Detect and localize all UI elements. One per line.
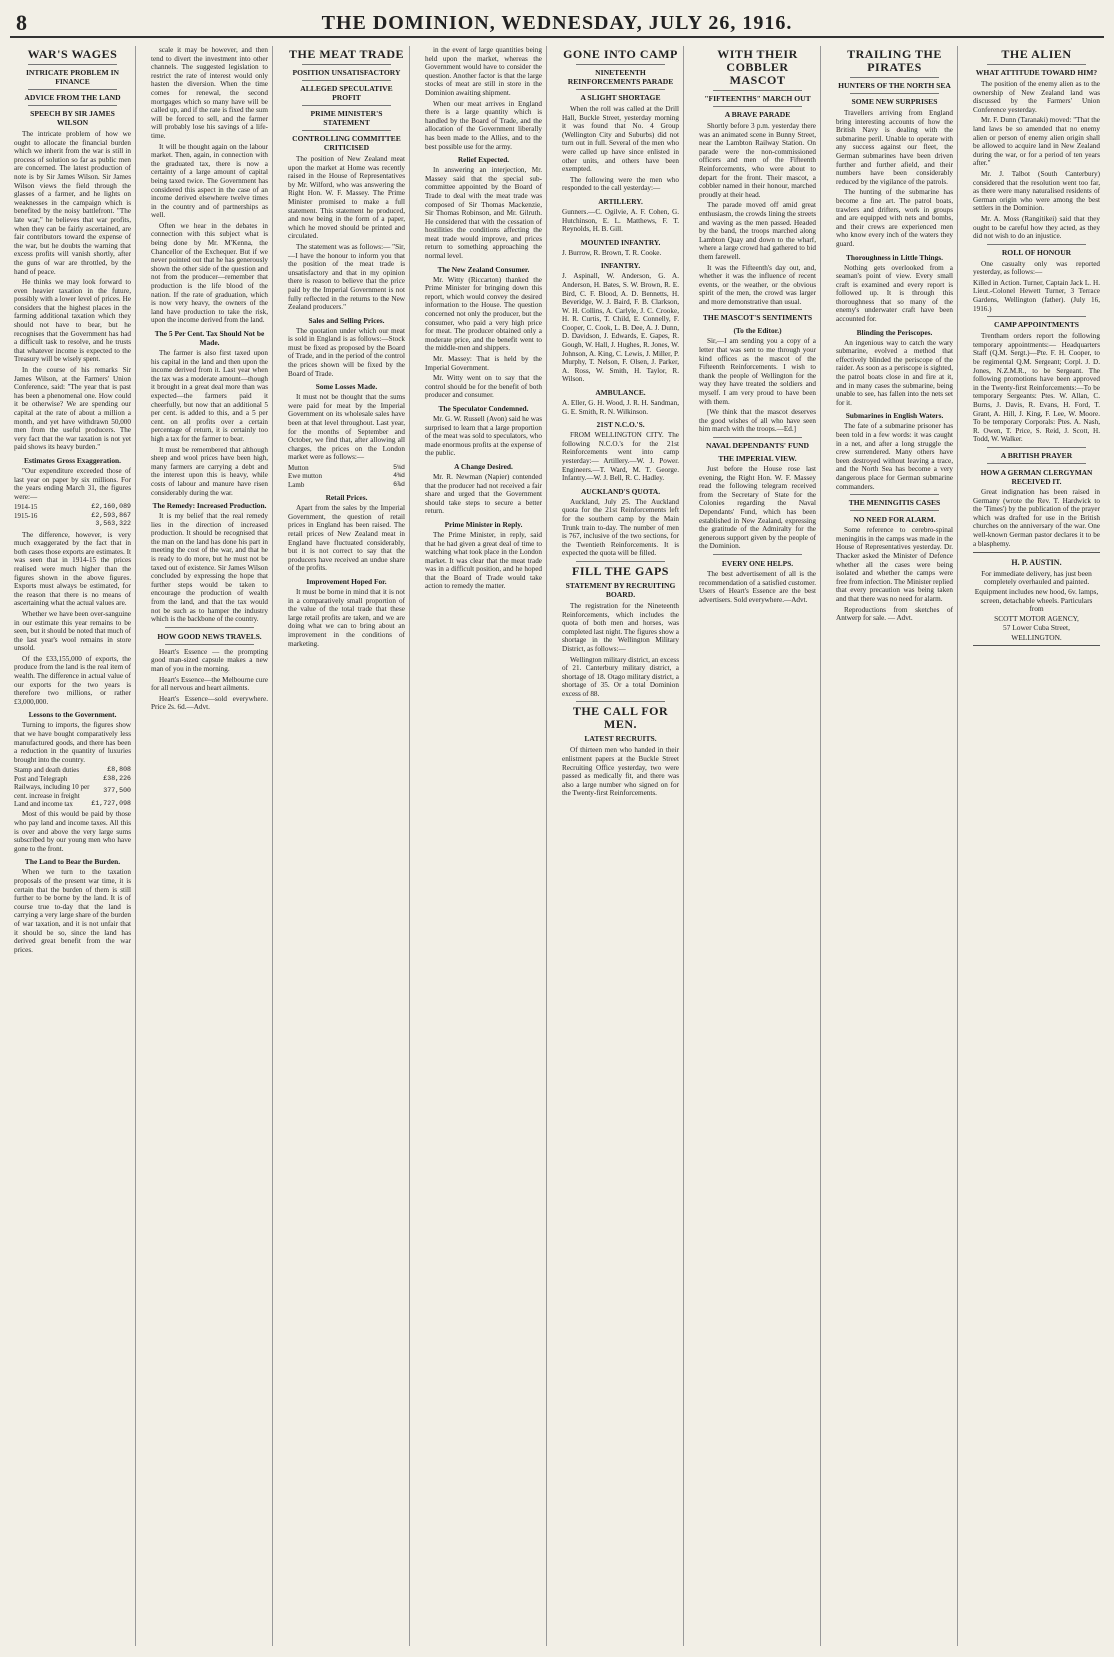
paragraph: Some reference to cerebro-spinal meningitis in the camps was made in the House of Representatives yesterday. Dr. Thacker asked the Minister of Defence whether all the cases were being isolated and whether the camps were free from infection. The Minister replied that every precaution was being taken and that there was no need for alarm. [836,526,953,603]
divider [713,90,802,91]
paragraph: Trentham orders report the following temporary appointments:— Headquarters Staff (Q.M. Sergt.)—Pte. F. H. Cooper, to be regimental Q.M. Sergeant; Corpl. J. D. Jones, N.Z.M.R., to be Sergeant. The following promotions have been approved in the Twenty-first Reinforcements:—To be temporary Sergeants: Ptes. W. Allan, C. Burns, J. Davis, R. Evans, H. Ford, T. Grant, A. Hill, J. King, F. Lee, W. Moore. To be temporary Corporals: Ptes. A. Nash, R. Owen, T. Price, S. Reid, J. Scott, H. Todd, W. Walker. [973,332,1100,444]
paragraph: Wellington military district, an excess of 21. Canterbury military district, a shortage of 18. Otago military district, a shortage of 35. Or a total Dominion excess of 88. [562,655,680,698]
section-heading: HOW GOOD NEWS TRAVELS. [157,631,262,641]
table-row [288,472,405,480]
divider [987,463,1086,464]
ad-heading: H. P. AUSTIN. [1011,558,1062,568]
table-cell-value: 6⅞d [393,480,405,488]
divider [987,447,1086,448]
column-2 [147,46,273,1646]
paragraph: When our meat arrives in England there is a large quantity which is handled by the Board of Trade, and the allocation of the Government liberally has been made to the Allies, and to the best possible use for the army. [425,99,542,151]
section-heading: Relief Expected. [457,155,510,165]
section-heading: Lessons to the Government. [28,710,117,720]
paragraph: Mr. J. Talbot (South Canterbury) considered that the resolution went too far, as there were many naturalised residents of German origin who were among the best settlers in the Dominion. [973,169,1100,213]
divider [850,494,939,495]
section-heading: EVERY ONE HELPS. [721,558,794,568]
headline: FILL THE GAPS [572,563,669,578]
column-5 [558,46,684,1646]
headline: WAR'S WAGES [27,47,118,61]
subhead: A BRITISH PRAYER [1000,450,1073,460]
paragraph: Auckland, July 25. The Auckland quota for the 21st Reinforcements left for the southern camp by the Main Trunk train to-day. The number of men is 767, inclusive of the two sections, for the Twentieth Reinforcements. It is expected the quota will be filled. [562,497,679,558]
advertisement-text: Reproductions from sketches of Antwerp for sale. — Advt. [836,605,953,623]
section-heading: Sales and Selling Prices. [308,315,385,325]
paragraph: "Our expenditure exceeded those of last year on paper by six millions. For the years ending March 31, the figures were:— [14,466,131,501]
divider [713,309,802,310]
paragraph: scale it may be however, and then tend to divert the investment into other channels. The suggested legislation to restrict the rate of interest would only hasten the diversion. When the time comes for renewal, the second mortgages which so many have will be called up, and if the rate is fixed the sum will be forced to sell, and the farmer will probably lose his savings of a life-time. [151,46,268,140]
subhead: NAVAL DEPENDANTS' FUND [705,441,810,450]
paragraph: Mr. Massey: That is held by the Imperial Government. [425,355,542,372]
section-heading: ARTILLERY. [598,196,643,206]
divider [850,93,939,94]
subhead: ROLL OF HONOUR [1001,247,1072,257]
section-heading: HOW A GERMAN CLERGYMAN RECEIVED IT. [980,467,1093,486]
table-cell-value: £2,593,867 [91,511,131,519]
section-heading: Some Losses Made. [315,382,378,392]
ad-business-name: SCOTT MOTOR AGENCY, [994,613,1079,623]
divider [302,80,391,81]
paragraph: An ingenious way to catch the wary submarine, evolved a method that effectively blinded the periscope of the raider. As soon as a periscope is sighted, the patrol boats close in and fire at it, and in many cases the submarine, being unable to see, has fallen into the nets set for it. [836,338,953,407]
table-row [14,503,131,511]
paragraph: The Prime Minister, in reply, said that he had given a great deal of time to watching what took place in the London market. It was clear that the meat trade was in a difficult position, and he hoped that the Board of Trade would take action to remedy the matter. [425,530,542,591]
subhead: LATEST RECRUITS. [584,734,657,744]
paragraph: It must be remembered that although sheep and wool prices have been high, many farmers are carrying a debt and the interest upon this is heavy, while costs of labour and manure have risen considerably during the war. [151,445,268,497]
paragraph: The farmer is also first taxed upon his capital in the land and then upon the income derived from it. Last year when the tax was a moderate amount—though it brought in a great deal more than was expected—the farmers paid it cheerfully, but now that an additional 5 per cent. is added to this, and a 5 per cent. on all profits over a certain percentage of return, it is certainly too high a tax for the farmer to bear. [151,349,268,443]
divider [713,437,802,438]
column-4 [421,46,547,1646]
headline: THE CALL FOR MEN. [572,704,669,732]
subhead: NINETEENTH REINFORCEMENTS PARADE [567,68,674,86]
paragraph: One casualty only was reported yesterday, as follows:— [973,259,1100,277]
paragraph: Nothing gets overlooked from a seaman's point of view. Every small craft is examined and every report is followed up. It is through this thoroughness that so many of the enemy's underwater craft have been accounted for. [836,263,953,324]
paragraph: The hunting of the submarine has become a fine art. The patrol boats, trawlers and drifters, work in groups and are equipped with nets and bombs, and their crews are experienced men who know every inch of the waters they guard. [836,188,953,248]
paragraph: Mr. F. Dunn (Taranaki) moved: "That the land laws be so amended that no enemy alien or person of enemy alien origin shall be allowed to acquire land in New Zealand during the war, or for a period of ten years after." [973,116,1100,168]
divider [576,89,665,90]
subhead: SOME NEW SURPRISES [851,97,938,106]
paragraph: Shortly before 3 p.m. yesterday there was an animated scene in Bunny Street, near the Lambton Railway Station. On parade were the non-commissioned officers and men of the Fifteenth Reinforcements, who were about to depart for the front. Their mascot, a cobbler named in their honour, marched proudly at their head. [699,122,816,199]
divider [28,64,117,65]
paragraph: It must be borne in mind that it is not in a comparatively small proportion of the value of the total trade that these large retail profits are taken, and we are doing what we can to bring about an improvement in the conditions of marketing. [288,587,405,648]
paragraph: It is my belief that the real remedy lies in the direction of increased production. It should be recognised that the man on the land has done his part in meeting the cost of the war, and that he is ready to do more, but he must not be taxed out of existence. Sir James Wilson concluded by expressing the hope that further steps would be taken to encourage the production of wealth from the land, and that the tax would not be such as to hamper the industry which is the backbone of the country. [151,512,268,624]
divider [713,106,802,107]
table-cell-label: Lamb [288,480,305,489]
paragraph: The intricate problem of how we ought to allocate the financial burden which we inherit from the war is still in process of solution so far as public men are concerned. The latest production of note is by Sir James Wilson. Sir James Wilson views the field through the glasses of a farmer, and he lights on weaknesses in the campaign which is benefited by the noisy battlefront. "The late war," he believes that war profits, when they can be fairly ascertained, are fair contributors toward the expense of the war, but he doubts the warning that excess profits will vanish shortly, after the guns of war are throttled, by the hand of peace. [14,130,131,276]
table-cell-label: 1914-15 [14,503,38,512]
paragraph: Great indignation has been raised in Germany (wrote the Rev. T. Hardwick to the 'Times') by the publication of the prayer which was drafted for use in the British churches on the anniversary of the war. One well-known German pastor declares it to be a blasphemy. [973,487,1100,548]
divider [987,244,1086,245]
paragraph: Of the £33,155,000 of exports, the produce from the land is the real item of wealth. The difference in actual value of our exports for the two years is therefore two millions, or rather £3,000,000. [14,654,131,706]
column-7 [832,46,958,1646]
masthead [10,10,1104,38]
table-cell-label: Mutton [288,464,309,472]
column-8 [969,46,1104,1646]
table-row [288,481,405,489]
divider [850,77,939,78]
advertisement-text: The best advertisement of all is the recommendation of a satisfied customer. Users of Heart's Essence are the best advertisers. Sold everywhere.—Advt. [699,569,816,604]
ad-address: 57 Lower Cuba Street, [1003,623,1070,633]
casualty-notice: Killed in Action. Turner, Captain Jack L. H. Lieut.-Colonel Hewett Turner, 3 Terrace Gardens, Wellington (father). (July 16, 1916.) [973,278,1100,313]
subhead: CAMP APPOINTMENTS [993,320,1079,330]
divider [302,130,391,131]
divider [713,554,802,555]
column-1 [10,46,136,1646]
paragraph: The statement was as follows:— "Sir,—I have the honour to inform you that the position of the meat trade is unsatisfactory and that in my opinion there is reason to believe that the price paid by the Imperial Government is not fully reflected in the returns to the New Zealand producers." [288,242,405,312]
table-cell-label: Post and Telegraph [14,774,68,783]
subhead: SPEECH BY SIR JAMES WILSON [30,109,115,127]
figures-table [14,766,131,808]
divider [850,510,939,511]
section-heading: AMBULANCE. [595,388,646,398]
paragraph: Of thirteen men who handed in their enlistment papers at the Buckle Street Recruiting Office yesterday, two were passed as medically fit, and there was also a large number who signed on for the Twenty-first Reinforcements. [562,746,679,798]
subhead: WHAT ATTITUDE TOWARD HIM? [975,68,1098,77]
page-columns [10,46,1104,1646]
table-cell-value: 377,500 [103,787,131,795]
section-heading: A Change Desired. [454,461,513,471]
table-cell-value: £1,727,098 [91,800,131,808]
divider [576,701,665,702]
divider [302,105,391,106]
paragraph: Mr. G. W. Russell (Avon) said he was surprised to learn that a large proportion of the meat was sold to speculators, who made enormous profits at the expense of the public. [425,414,542,458]
subhead: CONTROLLING COMMITTEE CRITICISED [292,134,401,152]
paragraph: The parade moved off amid great enthusiasm, the crowds lining the streets and waving as the men passed. Headed by the band, the troops marched along Lambton Quay and down to the wharf, where a large crowd had gathered to bid them farewell. [699,201,816,261]
paragraph: Apart from the sales by the Imperial Government, the question of retail prices in England has been raised. The retail prices of New Zealand meat in England have fluctuated considerably, but it is not correct to say that the producers have received an undue share of the profits. [288,504,405,573]
paragraph: Mr. Witty (Riccarton) thanked the Prime Minister for bringing down this report, which would convey the desired information to the House. The question concerned not only the producer, but the consumer, who paid a very high price for meat. The producer obtained only a moderate price, and the benefit went to the middle-men and shippers. [425,275,542,353]
table-row [14,520,131,528]
table-row [14,775,131,783]
subhead: ALLEGED SPECULATIVE PROFIT [300,84,393,102]
subhead: A BRAVE PARADE [724,110,791,119]
section-heading: 21ST N.C.O.'S. [596,420,645,430]
subhead: POSITION UNSATISFACTORY [292,68,401,77]
section-heading: THE IMPERIAL VIEW. [718,454,797,463]
headline: TRAILING THE PIRATES [847,47,942,74]
subhead: HUNTERS OF THE NORTH SEA [838,81,951,90]
table-row [288,464,405,472]
paragraph: In the course of his remarks Sir James Wilson, at the Farmers' Union Conference, said: "The year that is past has been a phenomenal one. How could it be otherwise? We are spending our capital at the rate of about a million a month, and yet have withdrawn 50,000 men from the useful producers. The very fact that the war taxation is not yet paid shows its heavy burden." [14,366,131,452]
divider [165,644,254,645]
paragraph: Often we hear in the debates in connection with this subject what is being done by Mr. M'Kenna, the Chancellor of the Exchequer. But if we never pointed out that he has generously shown the other side of the question and not from the producer—remember that production is the life blood of the nation. If the rate of graduation, which is now very heavy, the owners of the land have production to take the risk, upon the income derived from the land. [151,221,268,325]
divider [302,64,391,65]
name-list: A. Eller, G. H. Wood, J. R. H. Sandman, G. E. Smith, R. N. Wilkinson. [562,399,679,416]
section-heading: The Land to Bear the Burden. [24,857,121,867]
table-row [14,766,131,774]
table-cell-label: 1915-16 [14,511,38,520]
paragraph: In answering an interjection, Mr. Massey said that the special sub-committee appointed by the Board of Trade to deal with the meat trade was composed of Sir Thomas Mackenzie, Sir Thomas Robinson, and Mr. Gilruth. He considered that with the cessation of hostilities the conditions affecting the meat trade would improve, and prices return to something approaching the normal level. [425,166,542,261]
table-cell-label: Ewe mutton [288,472,323,481]
advertisement-text: Heart's Essence — the prompting good man-sized capsule makes a new man of you in the morning. [151,647,268,673]
subhead: ADVICE FROM THE LAND [24,93,121,102]
section-heading: Blinding the Periscopes. [856,327,933,337]
table-row [14,800,131,808]
page-number: 8 [16,10,27,35]
section-heading: INFANTRY. [600,261,641,271]
headline: THE MEAT TRADE [288,47,405,61]
subhead: THE MENINGITIS CASES [848,498,941,508]
paragraph: The fate of a submarine prisoner has been told in a few words: it was caught in a net, and after a long struggle the crew surrendered. Many others have been destroyed without leaving a trace, and the North Sea has become a very dangerous place for German submarine commanders. [836,422,953,491]
divider [576,561,665,562]
section-heading: Retail Prices. [325,493,368,503]
paragraph: in the event of large quantities being held upon the market, whereas the Government would have to consider the question. Another factor is that the large stocks of meat are still in store in the Dominion awaiting shipment. [425,46,542,97]
price-table [288,464,405,489]
table-cell-label [14,520,57,528]
table-cell-value: 5¼d [393,464,405,471]
table-cell-label: Stamp and death duties [14,766,80,775]
divider [987,316,1086,317]
table-cell-value: 4¾d [393,472,405,480]
paragraph: Travellers arriving from England bring interesting accounts of how the British Navy is dealing with the submarine peril. Unable to operate with any success against our fleet, the German submarines have been driven further and further afield, and their numbers have been considerably reduced by the vigilance of the patrols. [836,109,953,186]
column-6 [695,46,821,1646]
paragraph: He thinks we may look forward to even heavier taxation in the future, possibly with a lower level of prices. He considers that the highest places in the farming additional taxation which they should not have to bear, but he recognises that the Government has had a difficult task to resolve, and he trusts that whatever income is expected to the Treasury will be wisely spent. [14,278,131,364]
paragraph: It will be thought again on the labour market. Then, again, in connection with the graduated tax, there is now a certainty of a large amount of capital being taxed twice. The Government has considered this aspect in the case of an income derived elsewhere twelve times in the country and of partnerships as well. [151,142,268,220]
advertisement-text: Heart's Essence—sold everywhere. Price 2s. 6d.—Advt. [151,694,268,712]
ad-text: For immediate delivery, has just been completely overhauled and painted. [981,568,1092,587]
subhead: "FIFTEENTHS" MARCH OUT [704,94,811,103]
ad-text: Equipment includes new hood, 6v. lamps, screen, detachable wheels. Particulars from [974,586,1099,614]
divider [28,105,117,106]
paragraph: It was the Fifteenth's day out, and, whether it was the influence of recent events, or the weather, or the obvious spirit of the men, the crowd was larger and more demonstrative than usual. [699,263,816,306]
section-heading: Submarines in English Waters. [845,411,944,421]
paragraph: When the roll was called at the Drill Hall, Buckle Street, yesterday morning it was found that No. 4 Group (Wellington City and Suburbs) did not turn out in full. Several of the men who were called up have since enlisted in other units, and others have been exempted. [562,105,679,174]
table-row [14,512,131,520]
section-heading: AUCKLAND'S QUOTA. [580,486,661,496]
table-cell-value: 3,563,322 [95,520,131,528]
section-heading: Thoroughness in Little Things. [845,252,944,262]
paragraph: The position of the enemy alien as to the ownership of New Zealand land was discussed by the Farmers' Union Conference yesterday. [973,80,1100,114]
table-cell-value: £38,226 [103,774,131,782]
paragraph: It must not be thought that the sums were paid for meat by the Imperial Government on its wholesale sales have been at that level throughout. Last year, for the months of September and October, we find that, after allowing all charges, the prices on the London market were as follows:— [288,393,405,462]
section-heading: Improvement Hoped For. [306,576,387,586]
divider [987,64,1086,65]
divider [576,64,665,65]
paragraph: The registration for the Nineteenth Reinforcements, which includes the quota of both men and horses, was completed last night. The figures show a shortage in the Wellington Military District, as follows:— [562,601,679,653]
paragraph: [We think that the mascot deserves the good wishes of all who have seen him march with the troops.—Ed.] [699,408,816,434]
section-heading: The Remedy: Increased Production. [152,501,267,511]
subhead: PRIME MINISTER'S STATEMENT [310,109,383,127]
paragraph: The following were the men who responded to the call yesterday:— [562,175,679,193]
subhead: A SLIGHT SHORTAGE [580,93,661,102]
paragraph: Mr. Witty went on to say that the control should be for the benefit of both producer and consumer. [425,374,542,400]
section-heading: Estimates Gross Exaggeration. [24,455,121,465]
table-cell-label: Land and income tax [14,800,73,809]
paragraph: Mr. R. Newman (Napier) contended that the producer had not received a fair share and urged that the Government should take steps to secure a better return. [425,472,542,516]
table-row [14,783,131,800]
advertisement-text: Heart's Essence—the Melbourne cure for all nervous and heart ailments. [151,675,268,693]
figures-table [14,503,131,528]
name-list: Gunners.—C. Ogilvie, A. F. Cohen, G. Hutchinson, E. L. Matthews, F. T. Reynolds, H. B. Gill. [562,207,679,234]
paragraph: The quotation under which our meat is sold in England is as follows:—Stock must be fixed as proposed by the Board of Trade, and in the period of the control the prices shown will be fixed by the Board of Trade. [288,326,405,378]
subhead: THE MASCOT'S SENTIMENTS [702,313,813,323]
paragraph: Just before the House rose last evening, the Right Hon. W. F. Massey read the following telegram received from the Secretary of State for the Colonies regarding the Naval Dependants' Fund, which has been established in New Zealand, expressing the gratitude of the Admiralty for the generous support given by the people of the Dominion. [699,465,816,551]
paragraph: The difference, however, is very much exaggerated by the fact that in both cases those exports are estimates. It was seen that in 1914-15 the prices realised were much higher than the figures shown in the above figures. Exports must always be estimated, for the reason that there is no means of ascertaining what the actual values are. [14,530,131,608]
newspaper-title: THE DOMINION, WEDNESDAY, JULY 26, 1916. [321,12,793,34]
table-cell-value: £8,808 [107,766,131,774]
headline: THE ALIEN [1001,47,1072,61]
paragraph: Whether we have been over-sanguine in our estimate this year remains to be seen, but it should be noted that much of the last year's wool remains in store unsold. [14,609,131,653]
table-cell-value: £2,160,089 [91,503,131,511]
section-heading: The New Zealand Consumer. [437,264,530,274]
section-heading: The 5 Per Cent. Tax Should Not be Made. [154,329,265,347]
headline: WITH THEIR COBBLER MASCOT [717,47,798,87]
paragraph: Mr. A. Moss (Rangitikei) said that they ought to be careful how they acted, as they did not wish to do an injustice. [973,214,1100,241]
subhead: INTRICATE PROBLEM IN FINANCE [25,68,120,86]
divider [165,627,254,628]
section-heading: The Speculator Condemned. [438,403,529,413]
paragraph: Turning to imports, the figures show that we have bought comparatively less manufactured goods, and there has been a reduction in the quantity of luxuries brought into the country. [14,721,131,764]
section-heading: MOUNTED INFANTRY. [580,237,661,247]
ad-city: WELLINGTON. [1011,632,1062,642]
paragraph: The position of New Zealand meat upon the market at Home was recently raised in the House of Representatives by Mr. Wilford, who was answering the Right Hon. W. F. Massey. The Prime Minister promised to make a full statement. This statement he produced, and now being in the form of a paper, which he moved should be printed and circulated. [288,155,405,241]
paragraph: Most of this would be paid by those who pay land and income taxes. All this is over and above the very large sums subscribed by our young men who have gone to the front. [14,810,131,853]
divider [28,89,117,90]
paragraph: When we turn to the taxation proposals of the present war time, it is certain that the burden of them is still further to be borne by the land. It is of course true to-day that the land is carrying a very large share of the burden of war taxation, and it is not unfair that it should be so, since the land has derived great benefit from the war prices. [14,868,131,954]
section-heading: (To the Editor.) [733,326,782,336]
name-list: J. Burrow, R. Brown, T. R. Cooke. [562,248,662,257]
column-3 [284,46,410,1646]
section-heading: Prime Minister in Reply. [444,519,523,529]
table-cell-label: Railways, including 10 per cent. increase in freight [14,783,90,800]
name-list: J. Aspinall, W. Anderson, G. A. Anderson, H. Bates, S. W. Brown, R. E. Bird, C. F. Blood, A. D. Bennetts, H. Beveridge, W. J. Baird, F. B. Clarkson, W. H. Collins, A. Carlyle, J. C. Crooke, H. R. Curtis, T. Child, E. Connelly, F. Cooper, C. Cook, L. B. Dee, A. J. Dunn, D. Davidson, J. Edwards, E. Gapes, R. Gough, W. Hall, J. Hughes, R. Jones, W. Johnson, A. King, C. Lewis, J. Miller, P. Murphy, T. Nelson, F. Olsen, J. Parker, A. Ross, W. Smith, H. Taylor, R. Wilson. [562,272,679,384]
headline: GONE INTO CAMP [563,47,678,61]
classified-advertisement [973,552,1100,646]
paragraph: FROM WELLINGTON CITY. The following N.C.O.'s for the 21st Reinforcements went into camp yesterday:— Artillery.—W. J. Power. Engineers.—T. Ward, M. T. George. Infantry.—W. J. Bell, R. C. Hadley. [562,431,679,483]
section-heading: NO NEED FOR ALARM. [853,515,936,525]
subhead: STATEMENT BY RECRUITING BOARD. [565,580,676,599]
paragraph: Sir,—I am sending you a copy of a letter that was sent to me through your kind offices as the mascot of the Fifteenth Reinforcements. I wish to thank the people of Wellington for the way they have treated the soldiers and myself. I am very proud to have been with them. [699,337,816,406]
